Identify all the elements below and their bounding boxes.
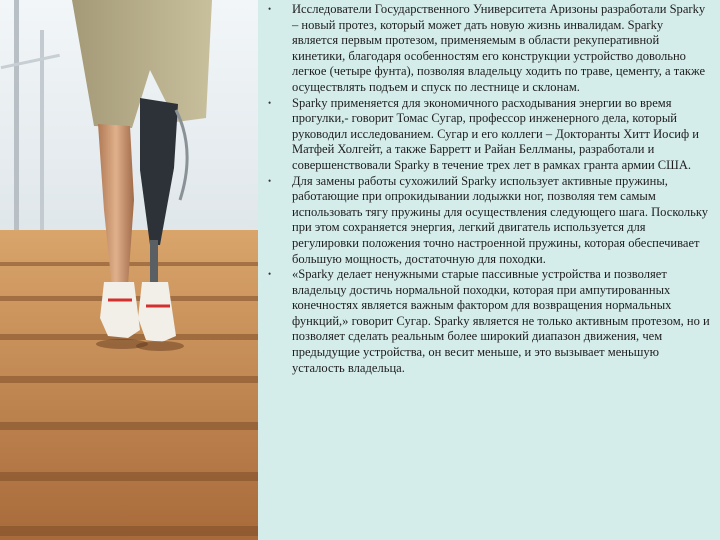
bullet-text: Исследователи Государственного Университета Аризоны разработали Sparky – новый протез, который может дать новую жизнь инвалидам. Sparky является первым протезом, применяемым в области рекуперативной кинетики, благодаря особенностям его конструкции устройство довольно легкое (четыре фунта), позволяя владельцу ходить по траве, цементу, а также осуществлять подъем и спуск по лестнице и склонам. [292,2,706,94]
bullet-dot-icon: • [268,4,272,14]
bullet-item [268,2,712,96]
bullet-item [268,267,712,376]
photo-illustration [0,0,258,540]
prosthetic-photo [0,0,258,540]
bullet-dot-icon: • [268,269,272,280]
bullet-text: Для замены работы сухожилий Sparky использует активные пружины, работающие при опрокидывании лодыжки ног, позволяя тем самым использовать тягу пружины для осуществления следующего шага. Поскольку при этом сохраняется энергия, легкий двигатель используется для регулировки положения точно настроенной пружины, которая обеспечивает большую мощность, достаточную для походки. [292,173,709,266]
bullet-item [268,96,712,174]
text-panel [258,0,720,540]
bullet-text: Sparky применяется для экономичного расходывания энергии во время прогулки,- говорит Томас Сугар, профессор инженерного дела, который руководил исследованием. Сугар и его коллеги – Докторанты Хитт Иосиф и Матфей Холгейт, а также Барретт и Райан Беллманы, разработали и совершенствовали Sparky в течение трех лет в рамках гранта армии США. [292,95,700,172]
bullet-text: «Sparky делает ненужными старые пассивные устройства и позволяет владельцу достичь нормальной походки, которая при ампутированных конечностях является важным фактором для возвращения нормальных функций,» говорит Сугар. Sparky является не только активным протезом, но и позволяет сделать реальным более широкий диапазон движения, чем предыдущие устройства, он весит меньше, и это вызывает меньшую усталость владельца. [292,267,710,375]
bullet-dot-icon: • [268,97,272,108]
bullet-item [268,174,712,268]
bullet-list [268,2,712,376]
bullet-dot-icon: • [268,175,272,186]
